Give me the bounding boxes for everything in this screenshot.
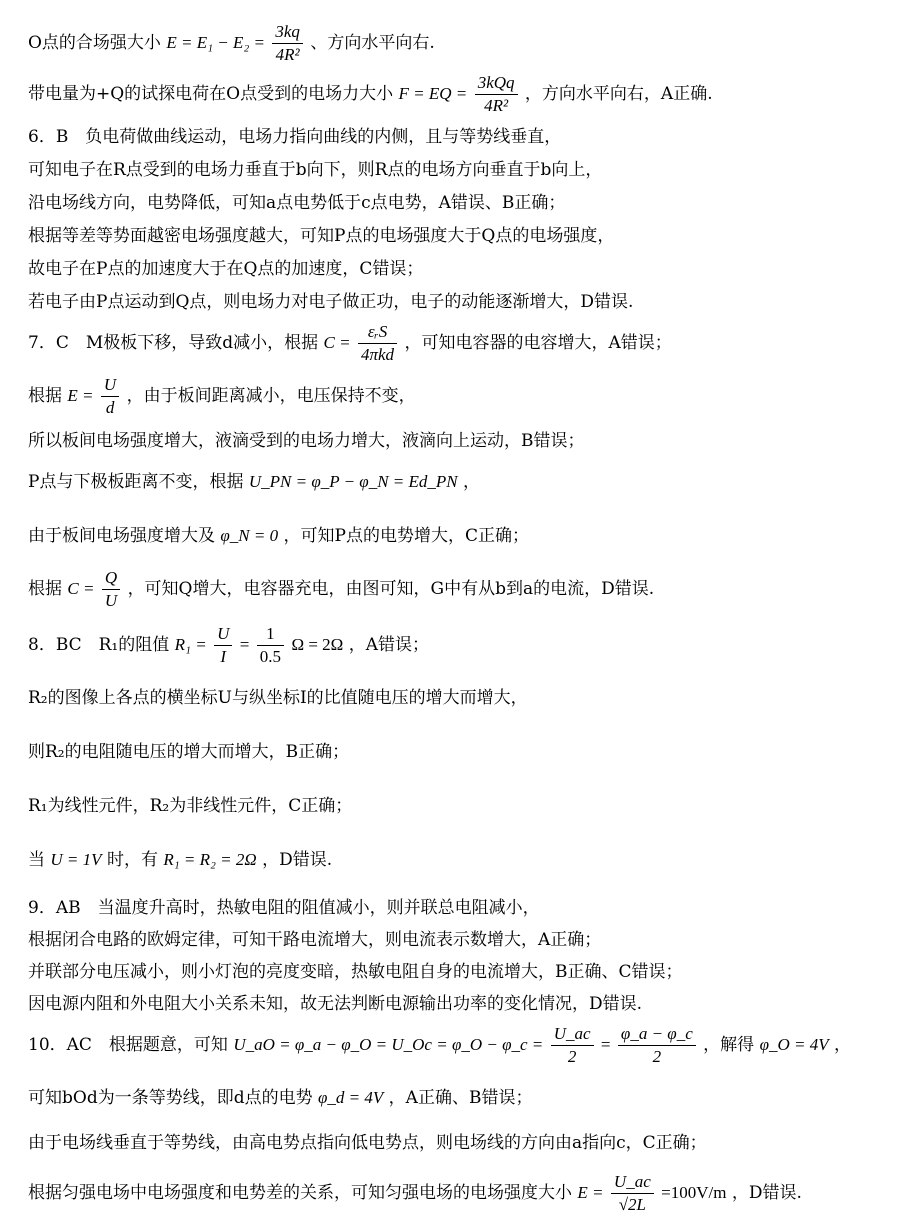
fraction (358, 322, 397, 365)
equation: Ω = 2Ω (291, 635, 344, 654)
equation: U_aO = φ_a − φ_O = U_Oc = φ_O − φ_c = (233, 1035, 544, 1054)
equation: R₁ = (174, 635, 207, 654)
equation: φ_d = 4V (318, 1088, 384, 1107)
solution-line-10 (28, 375, 416, 418)
line-text: 由于板间电场强度增大及 (28, 526, 215, 546)
solution-line-4: 可知电子在R点受到的电场力垂直于b向下，则R点的电场方向垂直于b向上， (28, 160, 603, 180)
solution-line-11: 所以板间电场强度增大，液滴受到的电场力增大，液滴向上运动，B错误； (28, 431, 585, 451)
equation: φ_N = 0 (220, 526, 279, 545)
fraction-denominator: 2 (652, 1047, 662, 1066)
fraction-numerator: U_ac (551, 1024, 594, 1046)
fraction-denominator: 0.5 (259, 647, 282, 666)
solution-line-24: 10．AC 根据题意，可知 U_aO = φ_a − φ_O = U_Oc = φ_O − φ_c = $\frac{U\_ac}{2}$ = $\frac{\varphi\_a - \varphi\_c}{2}$ ，解得 φ_O = 4V ， (28, 1024, 852, 1066)
solution-line-6: 根据等差等势面越密电场强度越大，可知P点的电场强度大于Q点的电场强度， (28, 226, 615, 246)
line-text: ，A错误； (348, 635, 429, 655)
fraction-numerator: Q (102, 568, 120, 590)
solution-line-2 (28, 73, 713, 116)
line-text: 时，有 (106, 850, 158, 870)
solution-line-20: 9．AB 当温度升高时，热敏电阻的阻值减小，则并联总电阻减小， (28, 898, 540, 918)
fraction-numerator: U_ac (611, 1172, 654, 1194)
fraction (257, 624, 284, 667)
solution-line-9 (28, 322, 672, 365)
solution-line-15: 8．BC R₁的阻值 R₁ = $\frac{U}{I}$ = $\frac{1}{0.5}$ Ω = 2Ω ，A错误； (28, 624, 429, 666)
fraction-numerator: φ_a − φ_c (618, 1024, 696, 1046)
line-text: O点的合场强大小 (28, 33, 161, 53)
line-text: 根据 (28, 386, 62, 406)
fraction-numerator: 3kQq (475, 73, 518, 95)
solution-line-22: 并联部分电压减小，则小灯泡的亮度变暗，热敏电阻自身的电流增大，B正确、C错误； (28, 962, 683, 982)
fraction-numerator: U (214, 624, 232, 646)
fraction (618, 1024, 696, 1067)
fraction-denominator: 4R² (484, 96, 509, 115)
line-text: ，D错误. (731, 1183, 802, 1203)
solution-line-13 (28, 526, 529, 546)
equation: F = EQ = (398, 84, 468, 103)
solution-line-16: R₂的图像上各点的横坐标U与纵坐标I的比值随电压的增大而增大， (28, 688, 528, 708)
equation: E = E₁ − E₂ = (166, 33, 265, 52)
solution-line-18: R₁为线性元件，R₂为非线性元件，C正确； (28, 796, 353, 816)
equation: φ_O = 4V (759, 1035, 829, 1054)
line-text: ， (834, 1035, 852, 1055)
fraction (475, 73, 518, 116)
line-text: 8．BC R₁的阻值 (28, 635, 170, 655)
equation: R₁ = R₂ = 2Ω (163, 850, 257, 869)
solution-line-21: 根据闭合电路的欧姆定律，可知干路电流增大，则电流表示数增大，A正确； (28, 930, 602, 950)
solution-line-23: 因电源内阻和外电阻大小关系未知，故无法判断电源输出功率的变化情况，D错误. (28, 994, 643, 1014)
solution-line-14 (28, 568, 654, 611)
solution-line-3: 6．B 负电荷做曲线运动，电场力指向曲线的内侧，且与等势线垂直， (28, 127, 562, 147)
fraction (272, 22, 303, 65)
line-text: 7．C M极板下移，导致d减小，根据 (28, 333, 319, 353)
fraction-denominator: d (105, 398, 115, 417)
fraction-denominator: I (220, 647, 227, 666)
line-text: 可知bOd为一条等势线，即d点的电势 (28, 1088, 313, 1108)
fraction-numerator: 1 (257, 624, 284, 646)
line-text: ， (463, 472, 481, 492)
fraction-denominator: √2L (618, 1195, 646, 1214)
equation: C = (323, 333, 351, 352)
fraction-numerator: εᵣS (358, 322, 397, 344)
line-text: ，可知P点的电势增大，C正确； (283, 526, 529, 546)
fraction-denominator: 4πkd (361, 345, 395, 364)
line-text: ，可知电容器的电容增大，A错误； (404, 333, 672, 353)
fraction (611, 1172, 654, 1215)
equation: E = (67, 386, 94, 405)
line-text: 根据匀强电场中电场强度和电势差的关系，可知匀强电场的电场强度大小 (28, 1183, 572, 1203)
line-text: ，A正确、B错误； (388, 1088, 533, 1108)
line-text: 10．AC 根据题意，可知 (28, 1035, 228, 1055)
equation: C = (67, 579, 95, 598)
line-text: P点与下极板距离不变，根据 (28, 472, 244, 492)
fraction-denominator: U (104, 591, 118, 610)
line-text: ，方向水平向右，A正确. (524, 84, 713, 104)
solution-line-8: 若电子由P点运动到Q点，则电场力对电子做正功，电子的动能逐渐增大，D错误. (28, 292, 634, 312)
fraction-denominator: 2 (567, 1047, 577, 1066)
equation: E = (577, 1183, 604, 1202)
line-text: ，由于板间距离减小，电压保持不变， (126, 386, 416, 406)
solution-line-12 (28, 472, 480, 492)
fraction (102, 568, 120, 611)
line-text: ，D错误. (262, 850, 333, 870)
line-text: ，解得 (703, 1035, 755, 1055)
line-text: 带电量为+Q的试探电荷在O点受到的电场力大小 (28, 84, 394, 104)
equation: U = 1V (50, 850, 102, 869)
solution-line-17: 则R₂的电阻随电压的增大而增大，B正确； (28, 742, 350, 762)
fraction (214, 624, 232, 667)
fraction-denominator: 4R² (275, 45, 300, 64)
line-text: 当 (28, 850, 45, 870)
line-text: ，可知Q增大，电容器充电，由图可知，G中有从b到a的电流，D错误. (127, 579, 655, 599)
solution-line-27 (28, 1172, 802, 1215)
fraction (101, 375, 119, 418)
solution-line-1 (28, 22, 435, 65)
solution-line-26: 由于电场线垂直于等势线，由高电势点指向低电势点，则电场线的方向由a指向c，C正确； (28, 1133, 707, 1153)
fraction (551, 1024, 594, 1067)
line-text: 根据 (28, 579, 62, 599)
line-text: 、方向水平向右. (310, 33, 435, 53)
equation: =100V/m (661, 1183, 727, 1202)
solution-line-19 (28, 850, 332, 870)
solution-line-25 (28, 1088, 532, 1108)
solution-line-5: 沿电场线方向，电势降低，可知a点电势低于c点电势，A错误、B正确； (28, 193, 566, 213)
fraction-numerator: U (101, 375, 119, 397)
solution-line-7: 故电子在P点的加速度大于在Q点的加速度，C错误； (28, 259, 424, 279)
fraction-numerator: 3kq (272, 22, 303, 44)
equation: U_PN = φ_P − φ_N = Ed_PN (248, 472, 458, 491)
